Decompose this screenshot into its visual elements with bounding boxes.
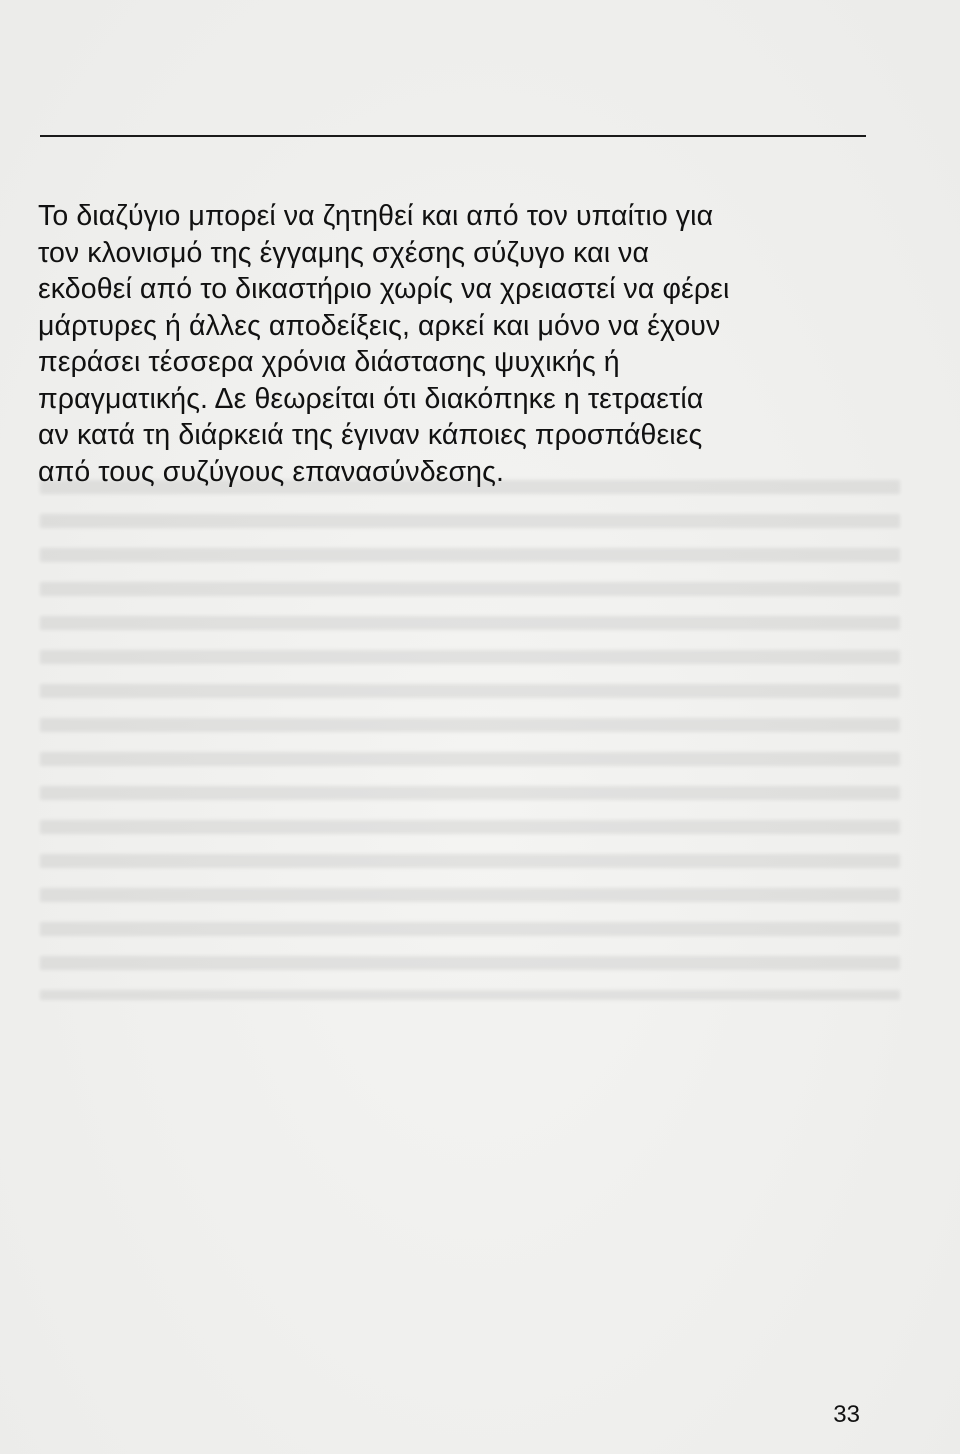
- body-paragraph: [38, 198, 878, 490]
- page-number: 33: [833, 1401, 860, 1428]
- body-line: τον κλονισμό της έγγαμης σχέσης σύζυγο και να: [38, 236, 650, 269]
- body-line: πραγματικής. Δε θεωρείται ότι διακόπηκε η τετραετία: [38, 382, 704, 415]
- body-line: Το διαζύγιο μπορεί να ζητηθεί και από τον υπαίτιο για: [38, 200, 714, 232]
- header-rule: [40, 135, 866, 137]
- body-line: από τους συζύγους επανασύνδεσης.: [38, 455, 504, 488]
- bleed-through-texture: [40, 480, 900, 1000]
- body-line: περάσει τέσσερα χρόνια διάστασης ψυχικής ή: [38, 346, 620, 378]
- body-line: εκδοθεί από το δικαστήριο χωρίς να χρειαστεί να φέρει: [38, 273, 730, 305]
- body-line: μάρτυρες ή άλλες αποδείξεις, αρκεί και μόνο να έχουν: [38, 309, 721, 342]
- body-line: αν κατά τη διάρκειά της έγιναν κάποιες προσπάθειες: [38, 419, 703, 451]
